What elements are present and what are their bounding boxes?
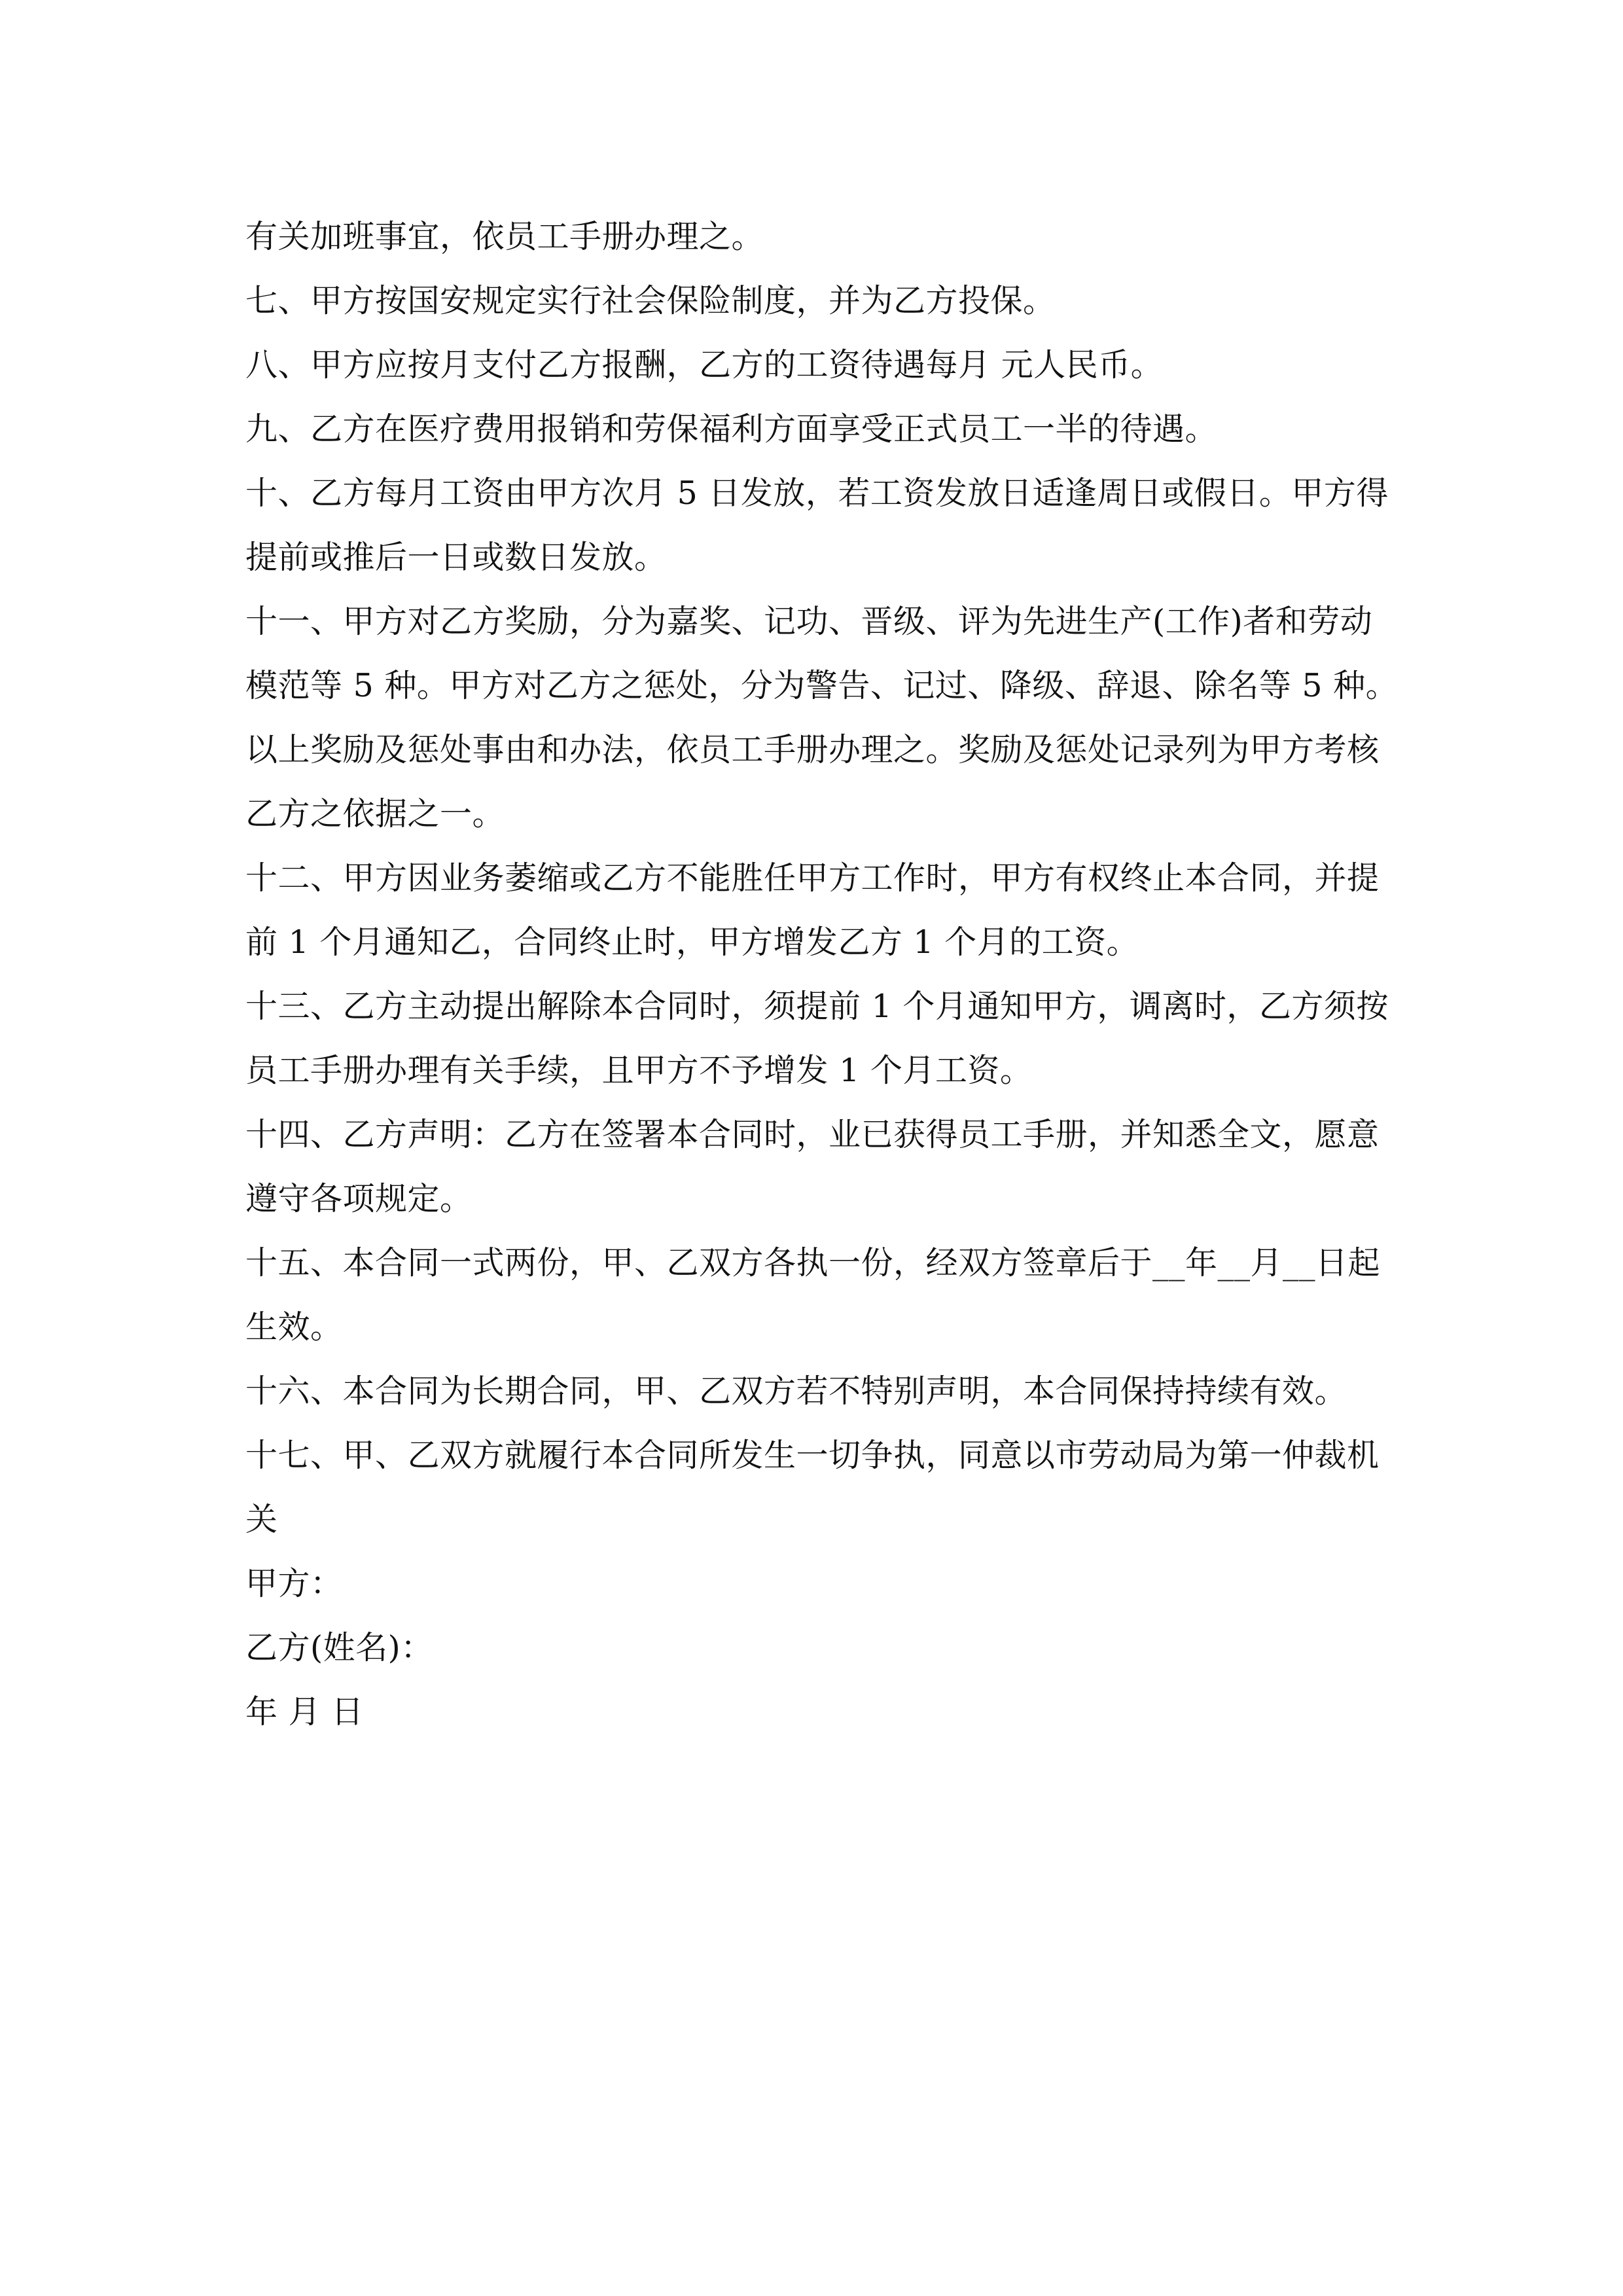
clause-8: 八、甲方应按月支付乙方报酬，乙方的工资待遇每月 元人民币。 — [245, 346, 1164, 384]
clause-15: 十五、本合同一式两份，甲、乙双方各执一份，经双方签章后于__年__月__日起 — [245, 1244, 1381, 1282]
party-a-signature-line: 甲方： — [245, 1565, 343, 1602]
clause-7: 七、甲方按国安规定实行社会保险制度，并为乙方投保。 — [245, 282, 1056, 319]
contract-body — [245, 205, 1399, 1744]
date-line: 年 月 日 — [245, 1693, 364, 1731]
clause-11: 十一、甲方对乙方奖励，分为嘉奖、记功、晋级、评为先进生产(工作)者和劳动 — [245, 603, 1373, 640]
clause-9: 九、乙方在医疗费用报销和劳保福利方面享受正式员工一半的待遇。 — [245, 410, 1218, 448]
clause-10-cont: 提前或推后一日或数日发放。 — [245, 539, 667, 576]
clause-15-cont: 生效。 — [245, 1308, 343, 1346]
clause-16: 十六、本合同为长期合同，甲、乙双方若不特别声明，本合同保持持续有效。 — [245, 1372, 1347, 1410]
clause-17-cont: 关 — [245, 1501, 278, 1538]
clause-13-cont: 员工手册办理有关手续，且甲方不予增发 1 个月工资。 — [245, 1052, 1033, 1089]
party-b-signature-line: 乙方(姓名)： — [245, 1629, 433, 1666]
clause-11-cont: 乙方之依据之一。 — [245, 795, 505, 833]
clause-13: 十三、乙方主动提出解除本合同时，须提前 1 个月通知甲方，调离时，乙方须按 — [245, 988, 1389, 1025]
clause-14-cont: 遵守各项规定。 — [245, 1180, 473, 1217]
clause-10: 十、乙方每月工资由甲方次月 5 日发放，若工资发放日适逢周日或假日。甲方得 — [245, 475, 1389, 512]
clause-17: 十七、甲、乙双方就履行本合同所发生一切争执，同意以市劳动局为第一仲裁机 — [245, 1437, 1380, 1474]
clause-12-cont: 前 1 个月通知乙，合同终止时，甲方增发乙方 1 个月的工资。 — [245, 924, 1139, 961]
clause-11-cont: 模范等 5 种。甲方对乙方之惩处，分为警告、记过、降级、辞退、除名等 5 种。 — [245, 667, 1399, 704]
clause-14: 十四、乙方声明：乙方在签署本合同时，业已获得员工手册，并知悉全文，愿意 — [245, 1116, 1380, 1153]
clause-11-cont: 以上奖励及惩处事由和办法，依员工手册办理之。奖励及惩处记录列为甲方考核 — [245, 731, 1380, 768]
clause-12: 十二、甲方因业务萎缩或乙方不能胜任甲方工作时，甲方有权终止本合同，并提 — [245, 859, 1380, 897]
text-line: 有关加班事宜，依员工手册办理之。 — [245, 218, 764, 255]
